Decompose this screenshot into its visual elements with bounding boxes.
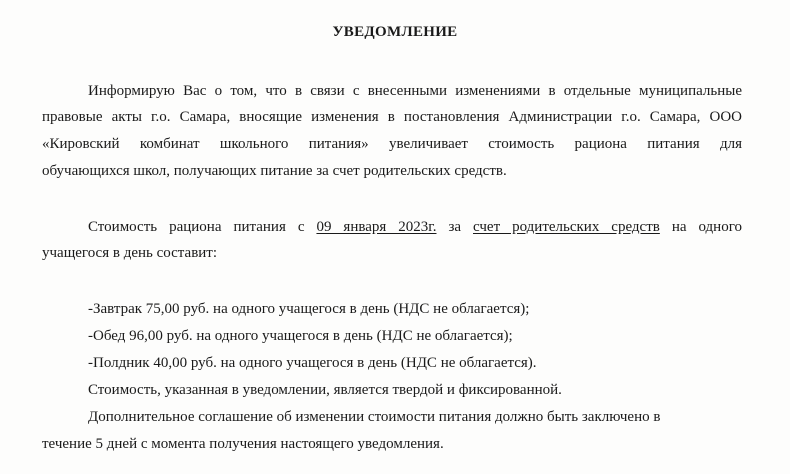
price-intro-suffix: на одного <box>671 219 742 235</box>
fixed-price-note: Стоимость, указанная в уведомлении, является твердой и фиксированной. <box>88 382 562 398</box>
payment-source: счет родительских средств <box>473 219 660 235</box>
paragraph-1-line-3: «Кировский комбинат школьного питания» увеличивает стоимость рациона питания для <box>42 136 742 152</box>
paragraph-1-line-4: обучающихся школ, получающих питание за счет родительских средств. <box>42 163 507 179</box>
paragraph-2-line-2: учащегося в день составит: <box>42 245 218 261</box>
paragraph-1-line-2: правовые акты г.о. Самара, вносящие изменения в постановления Администрации г.о. Самара, ООО <box>42 109 742 125</box>
price-intro: Стоимость рациона питания с <box>88 219 305 235</box>
document-title: УВЕДОМЛЕНИЕ <box>332 24 458 40</box>
paragraph-1-line-1: Информирую Вас о том, что в связи с внесенными изменениями в отдельные муниципальные <box>88 83 742 99</box>
effective-date: 09 января 2023г. <box>316 219 437 235</box>
price-breakfast: -Завтрак 75,00 руб. на одного учащегося в день (НДС не облагается); <box>88 301 530 317</box>
price-lunch: -Обед 96,00 руб. на одного учащегося в день (НДС не облагается); <box>88 328 513 344</box>
paragraph-2-line-1 <box>42 214 742 240</box>
price-intro-middle: за <box>448 219 462 235</box>
price-snack: -Полдник 40,00 руб. на одного учащегося в день (НДС не облагается). <box>88 355 537 371</box>
agreement-line-1: Дополнительное соглашение об изменении стоимости питания должно быть заключено в <box>88 409 661 425</box>
agreement-line-2: течение 5 дней с момента получения настоящего уведомления. <box>42 436 444 452</box>
